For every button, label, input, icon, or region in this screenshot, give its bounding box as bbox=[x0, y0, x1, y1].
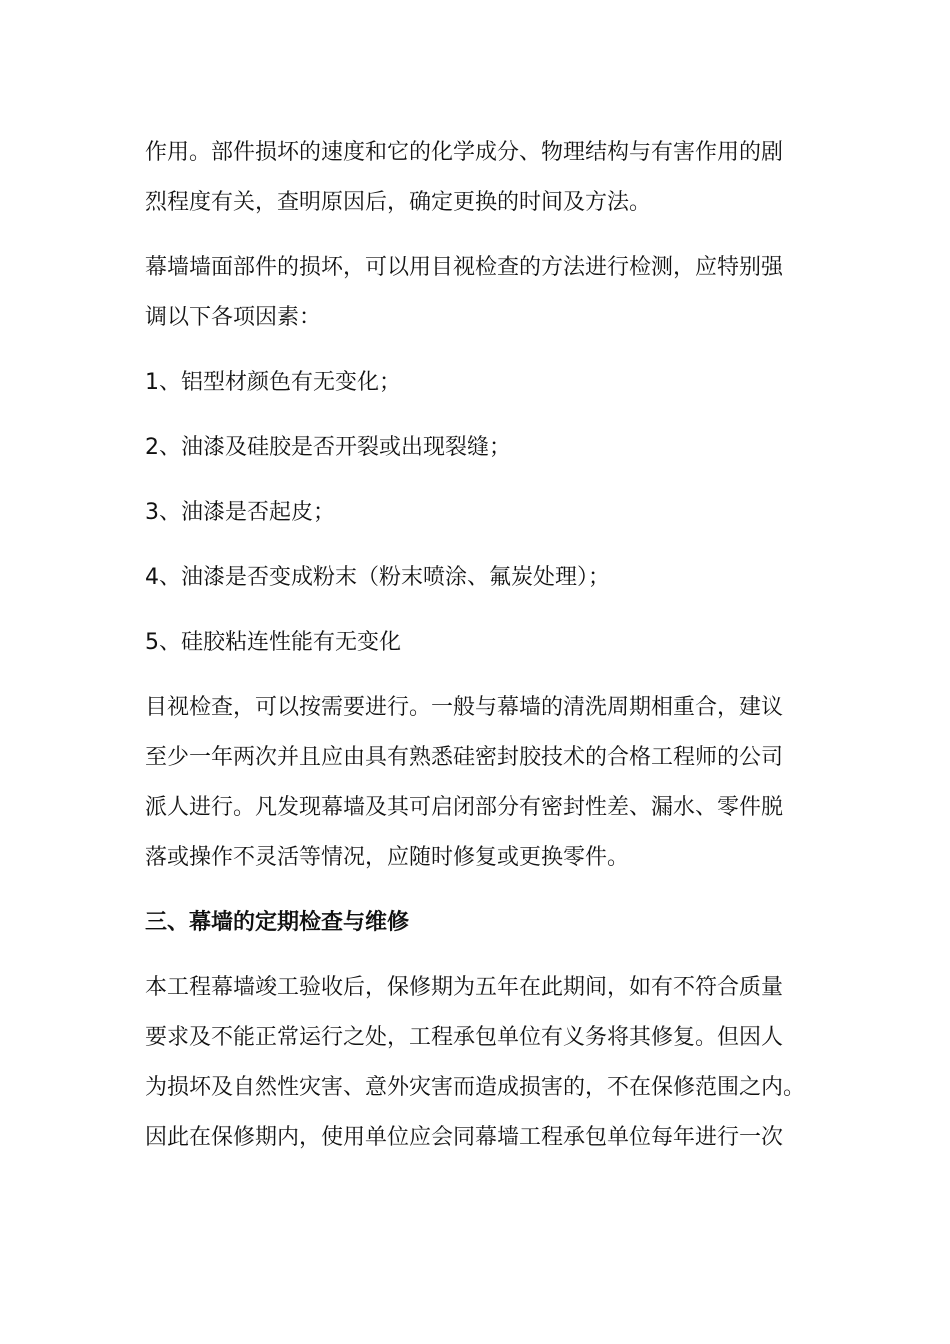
document-page bbox=[145, 128, 810, 1178]
paragraph-visual-inspection-intro bbox=[145, 243, 810, 343]
list-item-1 bbox=[145, 358, 810, 408]
text-line: 本工程幕墙竣工验收后，保修期为五年在此期间，如有不符合质量 bbox=[145, 975, 784, 1000]
heading-text: 三、幕墙的定期检查与维修 bbox=[145, 910, 410, 935]
paragraph-inspection-schedule bbox=[145, 683, 810, 883]
list-item-5 bbox=[145, 618, 810, 668]
text-line: 落或操作不灵活等情况，应随时修复或更换零件。 bbox=[145, 845, 630, 870]
paragraph-warranty bbox=[145, 963, 810, 1163]
text-line: 3、油漆是否起皮； bbox=[145, 500, 335, 525]
text-line: 5、硅胶粘连性能有无变化 bbox=[145, 630, 401, 655]
text-line: 调以下各项因素： bbox=[145, 305, 322, 330]
section-heading bbox=[145, 898, 810, 948]
list-item-2 bbox=[145, 423, 810, 473]
text-line: 因此在保修期内，使用单位应会同幕墙工程承包单位每年进行一次 bbox=[145, 1125, 784, 1150]
list-item-3 bbox=[145, 488, 810, 538]
paragraph-damage-causes bbox=[145, 128, 810, 228]
text-line: 烈程度有关，查明原因后，确定更换的时间及方法。 bbox=[145, 190, 652, 215]
text-line: 2、油漆及硅胶是否开裂或出现裂缝； bbox=[145, 435, 511, 460]
text-line: 目视检查，可以按需要进行。一般与幕墙的清洗周期相重合，建议 bbox=[145, 695, 784, 720]
text-line: 4、油漆是否变成粉末（粉末喷涂、氟炭处理）； bbox=[145, 565, 610, 590]
text-line: 作用。部件损坏的速度和它的化学成分、物理结构与有害作用的剧 bbox=[145, 140, 784, 165]
text-line: 至少一年两次并且应由具有熟悉硅密封胶技术的合格工程师的公司 bbox=[145, 745, 784, 770]
text-line: 派人进行。凡发现幕墙及其可启闭部分有密封性差、漏水、零件脱 bbox=[145, 795, 784, 820]
list-item-4 bbox=[145, 553, 810, 603]
text-line: 为损坏及自然性灾害、意外灾害而造成损害的，不在保修范围之内。 bbox=[145, 1075, 806, 1100]
text-line: 要求及不能正常运行之处，工程承包单位有义务将其修复。但因人 bbox=[145, 1025, 784, 1050]
text-line: 1、铝型材颜色有无变化； bbox=[145, 370, 401, 395]
text-line: 幕墙墙面部件的损坏，可以用目视检查的方法进行检测，应特别强 bbox=[145, 255, 784, 280]
